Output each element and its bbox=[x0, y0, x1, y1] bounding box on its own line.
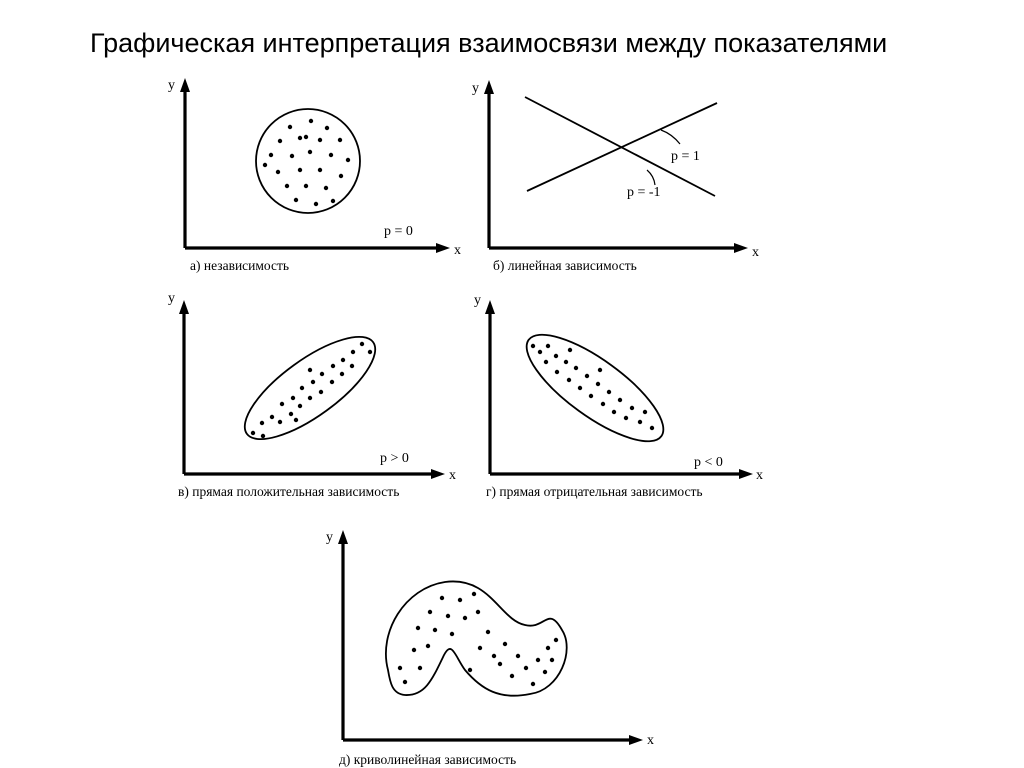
x-axis-arrow bbox=[739, 469, 753, 479]
scatter-point bbox=[278, 139, 282, 143]
scatter-point bbox=[589, 394, 593, 398]
scatter-points bbox=[531, 344, 654, 430]
scatter-point bbox=[311, 380, 315, 384]
scatter-point bbox=[304, 184, 308, 188]
scatter-point bbox=[294, 198, 298, 202]
y-axis-label: y bbox=[326, 530, 333, 545]
scatter-point bbox=[280, 402, 284, 406]
x-axis-label: x bbox=[449, 468, 456, 483]
scatter-point bbox=[476, 610, 480, 614]
scatter-point bbox=[319, 390, 323, 394]
scatter-point bbox=[300, 386, 304, 390]
scatter-point bbox=[320, 372, 324, 376]
scatter-point bbox=[472, 592, 476, 596]
scatter-point bbox=[269, 153, 273, 157]
scatter-points bbox=[398, 592, 558, 686]
scatter-point bbox=[546, 646, 550, 650]
scatter-point bbox=[318, 138, 322, 142]
scatter-point bbox=[550, 658, 554, 662]
caption-linear: б) линейная зависимость bbox=[493, 258, 637, 273]
y-axis-arrow bbox=[180, 78, 190, 92]
scatter-point bbox=[554, 354, 558, 358]
scatter-point bbox=[331, 364, 335, 368]
scatter-point bbox=[331, 199, 335, 203]
scatter-point bbox=[555, 370, 559, 374]
scatter-point bbox=[260, 421, 264, 425]
panel-negative bbox=[474, 293, 763, 499]
x-axis-label: x bbox=[454, 243, 461, 258]
scatter-point bbox=[285, 184, 289, 188]
y-axis-label: y bbox=[168, 78, 175, 93]
scatter-point bbox=[596, 382, 600, 386]
annotation-p-one: p = 1 bbox=[671, 149, 700, 164]
scatter-point bbox=[360, 342, 364, 346]
scatter-point bbox=[446, 614, 450, 618]
scatter-point bbox=[298, 404, 302, 408]
scatter-point bbox=[350, 364, 354, 368]
x-axis-arrow bbox=[734, 243, 748, 253]
scatter-point bbox=[398, 666, 402, 670]
scatter-point bbox=[468, 668, 472, 672]
scatter-point bbox=[498, 662, 502, 666]
scatter-point bbox=[298, 168, 302, 172]
scatter-point bbox=[516, 654, 520, 658]
scatter-point bbox=[544, 360, 548, 364]
scatter-point bbox=[543, 670, 547, 674]
panel-positive bbox=[168, 291, 456, 499]
scatter-point bbox=[531, 682, 535, 686]
scatter-points bbox=[263, 119, 350, 206]
scatter-point bbox=[339, 174, 343, 178]
scatter-point bbox=[325, 126, 329, 130]
scatter-point bbox=[568, 348, 572, 352]
scatter-point bbox=[294, 418, 298, 422]
scatter-point bbox=[567, 378, 571, 382]
y-axis-label: y bbox=[474, 293, 481, 308]
scatter-point bbox=[288, 125, 292, 129]
caption-curvilinear: д) криволинейная зависимость bbox=[339, 752, 517, 767]
y-axis-arrow bbox=[338, 530, 348, 544]
scatter-point bbox=[276, 170, 280, 174]
scatter-point bbox=[261, 434, 265, 438]
scatter-point bbox=[428, 610, 432, 614]
scatter-point bbox=[538, 350, 542, 354]
scatter-point bbox=[478, 646, 482, 650]
scatter-point bbox=[536, 658, 540, 662]
scatter-point bbox=[329, 153, 333, 157]
scatter-point bbox=[412, 648, 416, 652]
scatter-point bbox=[463, 616, 467, 620]
scatter-point bbox=[308, 368, 312, 372]
scatter-point bbox=[324, 186, 328, 190]
scatter-point bbox=[486, 630, 490, 634]
caption-negative: г) прямая отрицательная зависимость bbox=[486, 484, 703, 499]
scatter-point bbox=[618, 398, 622, 402]
scatter-point bbox=[492, 654, 496, 658]
annotation-p-negative: p < 0 bbox=[694, 455, 723, 470]
scatter-point bbox=[643, 410, 647, 414]
scatter-circle-outline bbox=[256, 109, 360, 213]
scatter-point bbox=[263, 163, 267, 167]
y-axis-arrow bbox=[484, 80, 494, 94]
scatter-point bbox=[416, 626, 420, 630]
scatter-point bbox=[318, 168, 322, 172]
annotation-p-zero: p = 0 bbox=[384, 224, 413, 239]
leader-p-1 bbox=[661, 130, 680, 144]
scatter-point bbox=[304, 135, 308, 139]
scatter-point bbox=[368, 350, 372, 354]
scatter-point bbox=[650, 426, 654, 430]
scatter-point bbox=[330, 380, 334, 384]
scatter-point bbox=[426, 644, 430, 648]
scatter-point bbox=[290, 154, 294, 158]
scatter-point bbox=[574, 366, 578, 370]
scatter-point bbox=[308, 396, 312, 400]
scatter-point bbox=[578, 386, 582, 390]
scatter-point bbox=[346, 158, 350, 162]
scatter-point bbox=[291, 396, 295, 400]
scatter-point bbox=[554, 638, 558, 642]
y-axis-arrow bbox=[179, 300, 189, 314]
scatter-point bbox=[314, 202, 318, 206]
scatter-points bbox=[251, 342, 372, 438]
scatter-point bbox=[601, 402, 605, 406]
scatter-point bbox=[309, 119, 313, 123]
scatter-point bbox=[546, 344, 550, 348]
negative-line bbox=[525, 97, 715, 196]
scatter-point bbox=[510, 674, 514, 678]
y-axis-arrow bbox=[485, 300, 495, 314]
scatter-point bbox=[298, 136, 302, 140]
scatter-point bbox=[585, 374, 589, 378]
scatter-point bbox=[531, 344, 535, 348]
scatter-point bbox=[338, 138, 342, 142]
scatter-point bbox=[638, 420, 642, 424]
caption-independence: а) независимость bbox=[190, 258, 290, 273]
scatter-point bbox=[340, 372, 344, 376]
scatter-point bbox=[403, 680, 407, 684]
x-axis-label: x bbox=[756, 468, 763, 483]
caption-positive: в) прямая положительная зависимость bbox=[178, 484, 400, 499]
scatter-blob-outline bbox=[386, 581, 567, 695]
scatter-ellipse-outline bbox=[230, 320, 389, 457]
y-axis-label: y bbox=[168, 291, 175, 306]
scatter-point bbox=[341, 358, 345, 362]
scatter-point bbox=[289, 412, 293, 416]
scatter-point bbox=[450, 632, 454, 636]
scatter-point bbox=[524, 666, 528, 670]
scatter-point bbox=[308, 150, 312, 154]
scatter-point bbox=[503, 642, 507, 646]
scatter-point bbox=[418, 666, 422, 670]
scatter-ellipse-outline bbox=[512, 317, 678, 459]
scatter-point bbox=[612, 410, 616, 414]
panel-linear bbox=[472, 80, 759, 273]
scatter-point bbox=[270, 415, 274, 419]
annotation-p-minus-one: p = -1 bbox=[627, 185, 661, 200]
annotation-p-positive: p > 0 bbox=[380, 451, 409, 466]
scatter-point bbox=[564, 360, 568, 364]
x-axis-label: x bbox=[647, 733, 654, 748]
x-axis-arrow bbox=[436, 243, 450, 253]
scatter-point bbox=[607, 390, 611, 394]
scatter-point bbox=[624, 416, 628, 420]
panel-curvilinear bbox=[326, 530, 654, 767]
scatter-point bbox=[440, 596, 444, 600]
x-axis-arrow bbox=[629, 735, 643, 745]
page-title: Графическая интерпретация взаимосвязи между показателями bbox=[90, 28, 888, 58]
scatter-point bbox=[251, 431, 255, 435]
panel-independence bbox=[168, 78, 461, 273]
scatter-point bbox=[278, 420, 282, 424]
x-axis-arrow bbox=[431, 469, 445, 479]
scatter-point bbox=[630, 406, 634, 410]
y-axis-label: y bbox=[472, 81, 479, 96]
scatter-point bbox=[351, 350, 355, 354]
scatter-point bbox=[458, 598, 462, 602]
scatter-point bbox=[433, 628, 437, 632]
x-axis-label: x bbox=[752, 245, 759, 260]
leader-p-minus-1 bbox=[647, 170, 655, 185]
scatter-point bbox=[598, 368, 602, 372]
